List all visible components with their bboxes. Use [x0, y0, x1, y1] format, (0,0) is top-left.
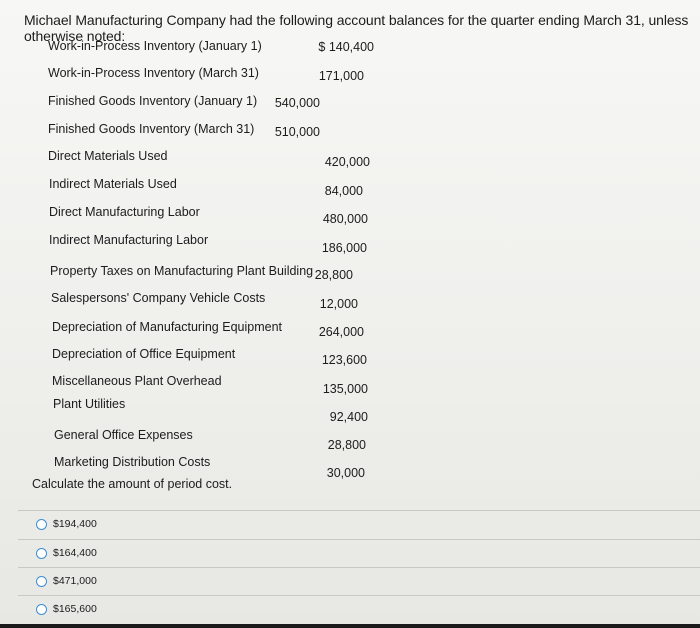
- answer-option-label: $164,400: [53, 547, 97, 559]
- question-prompt: Calculate the amount of period cost.: [32, 477, 233, 491]
- balance-value: 135,000: [322, 382, 368, 396]
- balance-value: 28,800: [327, 438, 366, 452]
- balance-label: Work-in-Process Inventory (January 1): [48, 39, 262, 53]
- balance-value: 30,000: [326, 466, 365, 480]
- answer-option-label: $165,600: [53, 603, 97, 615]
- balance-value: 92,400: [329, 410, 368, 424]
- balance-label: Salespersons' Company Vehicle Costs: [51, 291, 266, 305]
- answer-option[interactable]: [36, 547, 97, 559]
- balance-label: Finished Goods Inventory (March 31): [48, 122, 255, 136]
- answer-option-label: $194,400: [53, 518, 97, 530]
- balance-label: Miscellaneous Plant Overhead: [52, 374, 222, 388]
- balance-label: Indirect Materials Used: [49, 177, 177, 191]
- divider: [18, 510, 700, 511]
- balance-label: Finished Goods Inventory (January 1): [48, 94, 258, 108]
- balance-label: Property Taxes on Manufacturing Plant Building: [50, 264, 314, 278]
- divider: [18, 595, 700, 596]
- balance-value: 540,000: [274, 96, 320, 110]
- balance-value: 480,000: [322, 212, 368, 226]
- radio-button[interactable]: [36, 604, 47, 615]
- balance-value: 420,000: [324, 155, 370, 169]
- balance-value: 171,000: [318, 69, 364, 83]
- radio-button[interactable]: [36, 548, 47, 559]
- balance-value: 84,000: [324, 184, 363, 198]
- balance-label: Work-in-Process Inventory (March 31): [48, 66, 259, 80]
- balance-value: 123,600: [321, 353, 367, 367]
- radio-button[interactable]: [36, 576, 47, 587]
- balance-value: 510,000: [274, 125, 320, 139]
- balance-label: Indirect Manufacturing Labor: [49, 233, 209, 247]
- answer-option[interactable]: [36, 603, 97, 615]
- balance-value: 264,000: [318, 325, 364, 339]
- balance-label: Depreciation of Manufacturing Equipment: [52, 320, 282, 334]
- balance-label: Depreciation of Office Equipment: [52, 347, 236, 361]
- balance-value: 28,800: [314, 268, 353, 282]
- balance-label: Direct Manufacturing Labor: [49, 205, 200, 219]
- balance-value: $ 140,400: [318, 40, 374, 54]
- answer-option-label: $471,000: [53, 575, 97, 587]
- radio-button[interactable]: [36, 519, 47, 530]
- balance-value: 186,000: [321, 241, 367, 255]
- bottom-edge: [0, 624, 700, 628]
- answer-option[interactable]: [36, 518, 97, 530]
- answer-option[interactable]: [36, 575, 97, 587]
- divider: [18, 567, 700, 568]
- divider: [18, 539, 700, 540]
- balance-label: Plant Utilities: [53, 397, 126, 411]
- balance-label: Marketing Distribution Costs: [54, 455, 211, 469]
- balance-label: General Office Expenses: [54, 428, 193, 442]
- question-intro: Michael Manufacturing Company had the following account balances for the quarter ending March 31, unless otherwise noted:: [24, 12, 689, 44]
- balance-value: 12,000: [319, 297, 358, 311]
- balance-label: Direct Materials Used: [48, 149, 168, 163]
